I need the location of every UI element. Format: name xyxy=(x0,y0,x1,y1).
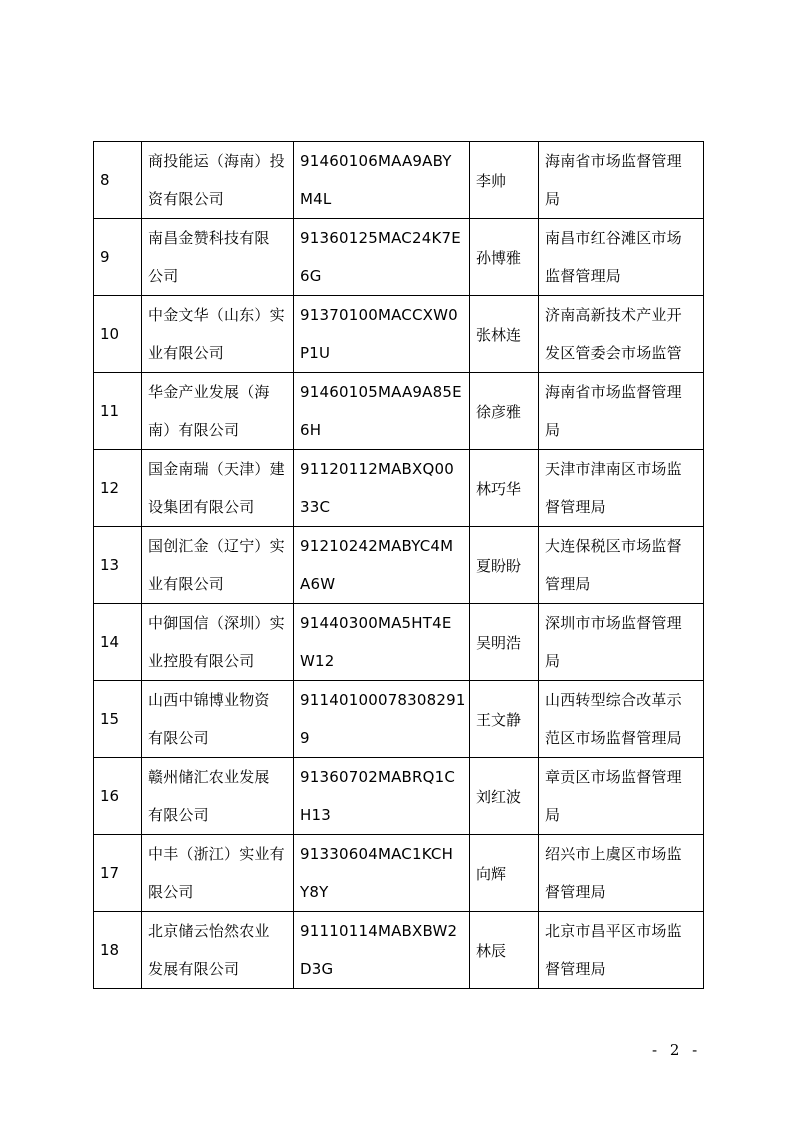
registration-authority-line-1: 海南省市场监督管理 xyxy=(545,152,682,170)
registration-authority-line-2: 局 xyxy=(545,190,561,208)
registration-authority-line-2: 局 xyxy=(545,421,561,439)
registration-authority-cell xyxy=(539,296,704,373)
table-row xyxy=(94,604,704,681)
credit-code-line-2: 6H xyxy=(300,421,322,439)
registration-authority-line-1: 山西转型综合改革示 xyxy=(545,691,682,709)
company-name-cell xyxy=(142,142,294,219)
company-name-line-1: 国创汇金（辽宁）实 xyxy=(148,537,285,555)
credit-code-cell xyxy=(294,527,470,604)
table-row xyxy=(94,835,704,912)
credit-code-line-2: M4L xyxy=(300,190,332,208)
credit-code-line-1: 91460106MAA9ABY xyxy=(300,152,452,170)
company-name-cell xyxy=(142,219,294,296)
table-body xyxy=(94,142,704,989)
company-name-line-2: 公司 xyxy=(148,267,179,285)
table-row xyxy=(94,296,704,373)
legal-representative: 徐彦雅 xyxy=(470,373,539,450)
legal-representative: 王文静 xyxy=(470,681,539,758)
registration-authority-line-2: 范区市场监督管理局 xyxy=(545,729,682,747)
company-name-line-2: 业有限公司 xyxy=(148,575,225,593)
credit-code-line-1: 91120112MABXQ00 xyxy=(300,460,455,478)
registration-authority-cell xyxy=(539,527,704,604)
credit-code-line-2: 9 xyxy=(300,729,310,747)
registration-authority-line-2: 监督管理局 xyxy=(545,267,622,285)
enterprise-table xyxy=(93,141,704,989)
registration-authority-cell xyxy=(539,912,704,989)
row-number: 15 xyxy=(94,681,142,758)
company-name-line-2: 业控股有限公司 xyxy=(148,652,255,670)
credit-code-cell xyxy=(294,450,470,527)
company-name-line-1: 赣州储汇农业发展 xyxy=(148,768,270,786)
page-number: - 2 - xyxy=(652,1041,702,1059)
credit-code-line-1: 91210242MABYC4M xyxy=(300,537,454,555)
row-number: 12 xyxy=(94,450,142,527)
registration-authority-line-1: 大连保税区市场监督 xyxy=(545,537,682,555)
registration-authority-line-2: 局 xyxy=(545,652,561,670)
company-name-cell xyxy=(142,296,294,373)
registration-authority-line-1: 海南省市场监督管理 xyxy=(545,383,682,401)
legal-representative: 刘红波 xyxy=(470,758,539,835)
company-name-line-2: 发展有限公司 xyxy=(148,960,240,978)
registration-authority-cell xyxy=(539,758,704,835)
legal-representative: 张林连 xyxy=(470,296,539,373)
company-name-line-1: 山西中锦博业物资 xyxy=(148,691,270,709)
registration-authority-cell xyxy=(539,835,704,912)
company-name-cell xyxy=(142,373,294,450)
company-name-line-2: 有限公司 xyxy=(148,806,209,824)
legal-representative: 孙博雅 xyxy=(470,219,539,296)
row-number: 16 xyxy=(94,758,142,835)
credit-code-cell xyxy=(294,142,470,219)
credit-code-line-1: 91460105MAA9A85E xyxy=(300,383,462,401)
table-row xyxy=(94,527,704,604)
company-name-line-1: 北京储云怡然农业 xyxy=(148,922,270,940)
company-name-cell xyxy=(142,681,294,758)
row-number: 18 xyxy=(94,912,142,989)
company-name-line-2: 南）有限公司 xyxy=(148,421,240,439)
credit-code-line-1: 91110114MABXBW2 xyxy=(300,922,458,940)
credit-code-line-2: H13 xyxy=(300,806,331,824)
legal-representative: 向辉 xyxy=(470,835,539,912)
company-name-line-2: 有限公司 xyxy=(148,729,209,747)
credit-code-cell xyxy=(294,912,470,989)
table-row xyxy=(94,912,704,989)
credit-code-cell xyxy=(294,835,470,912)
credit-code-line-2: Y8Y xyxy=(300,883,329,901)
registration-authority-line-1: 绍兴市上虞区市场监 xyxy=(545,845,682,863)
company-name-cell xyxy=(142,835,294,912)
company-name-line-1: 商投能运（海南）投 xyxy=(148,152,285,170)
credit-code-line-1: 91140100078308291 xyxy=(300,691,466,709)
credit-code-line-2: W12 xyxy=(300,652,335,670)
credit-code-line-1: 91360702MABRQ1C xyxy=(300,768,456,786)
registration-authority-line-2: 局 xyxy=(545,806,561,824)
credit-code-cell xyxy=(294,681,470,758)
credit-code-line-1: 91370100MACCXW0 xyxy=(300,306,458,324)
registration-authority-cell xyxy=(539,681,704,758)
credit-code-line-2: A6W xyxy=(300,575,336,593)
company-name-line-2: 限公司 xyxy=(148,883,194,901)
credit-code-line-1: 91360125MAC24K7E xyxy=(300,229,461,247)
table-row xyxy=(94,450,704,527)
registration-authority-line-1: 章贡区市场监督管理 xyxy=(545,768,682,786)
company-name-line-1: 中丰（浙江）实业有 xyxy=(148,845,285,863)
row-number: 14 xyxy=(94,604,142,681)
legal-representative: 吴明浩 xyxy=(470,604,539,681)
credit-code-cell xyxy=(294,373,470,450)
credit-code-cell xyxy=(294,296,470,373)
row-number: 17 xyxy=(94,835,142,912)
company-name-line-1: 南昌金赞科技有限 xyxy=(148,229,270,247)
legal-representative: 李帅 xyxy=(470,142,539,219)
credit-code-line-2: 33C xyxy=(300,498,331,516)
row-number: 9 xyxy=(94,219,142,296)
credit-code-cell xyxy=(294,758,470,835)
registration-authority-line-1: 深圳市市场监督管理 xyxy=(545,614,682,632)
legal-representative: 林辰 xyxy=(470,912,539,989)
company-name-line-2: 资有限公司 xyxy=(148,190,225,208)
company-name-line-1: 中金文华（山东）实 xyxy=(148,306,285,324)
table-row xyxy=(94,758,704,835)
registration-authority-line-2: 发区管委会市场监管 xyxy=(545,344,682,362)
legal-representative: 夏盼盼 xyxy=(470,527,539,604)
credit-code-cell xyxy=(294,604,470,681)
company-name-line-1: 华金产业发展（海 xyxy=(148,383,270,401)
row-number: 13 xyxy=(94,527,142,604)
company-name-line-1: 国金南瑞（天津）建 xyxy=(148,460,285,478)
table-row xyxy=(94,373,704,450)
company-name-cell xyxy=(142,912,294,989)
registration-authority-line-2: 督管理局 xyxy=(545,883,606,901)
credit-code-line-1: 91440300MA5HT4E xyxy=(300,614,452,632)
registration-authority-cell xyxy=(539,373,704,450)
company-name-cell xyxy=(142,450,294,527)
company-name-line-2: 业有限公司 xyxy=(148,344,225,362)
row-number: 11 xyxy=(94,373,142,450)
registration-authority-line-2: 督管理局 xyxy=(545,498,606,516)
registration-authority-line-2: 管理局 xyxy=(545,575,591,593)
table-row xyxy=(94,142,704,219)
company-name-cell xyxy=(142,604,294,681)
registration-authority-cell xyxy=(539,142,704,219)
registration-authority-line-1: 北京市昌平区市场监 xyxy=(545,922,682,940)
company-name-line-2: 设集团有限公司 xyxy=(148,498,255,516)
registration-authority-line-2: 督管理局 xyxy=(545,960,606,978)
row-number: 8 xyxy=(94,142,142,219)
registration-authority-line-1: 济南高新技术产业开 xyxy=(545,306,682,324)
registration-authority-line-1: 南昌市红谷滩区市场 xyxy=(545,229,682,247)
row-number: 10 xyxy=(94,296,142,373)
company-name-cell xyxy=(142,758,294,835)
registration-authority-cell xyxy=(539,450,704,527)
registration-authority-line-1: 天津市津南区市场监 xyxy=(545,460,682,478)
company-name-cell xyxy=(142,527,294,604)
legal-representative: 林巧华 xyxy=(470,450,539,527)
credit-code-cell xyxy=(294,219,470,296)
company-name-line-1: 中御国信（深圳）实 xyxy=(148,614,285,632)
credit-code-line-2: P1U xyxy=(300,344,331,362)
credit-code-line-2: 6G xyxy=(300,267,322,285)
credit-code-line-2: D3G xyxy=(300,960,334,978)
table-row xyxy=(94,219,704,296)
registration-authority-cell xyxy=(539,604,704,681)
credit-code-line-1: 91330604MAC1KCH xyxy=(300,845,454,863)
table-row xyxy=(94,681,704,758)
registration-authority-cell xyxy=(539,219,704,296)
